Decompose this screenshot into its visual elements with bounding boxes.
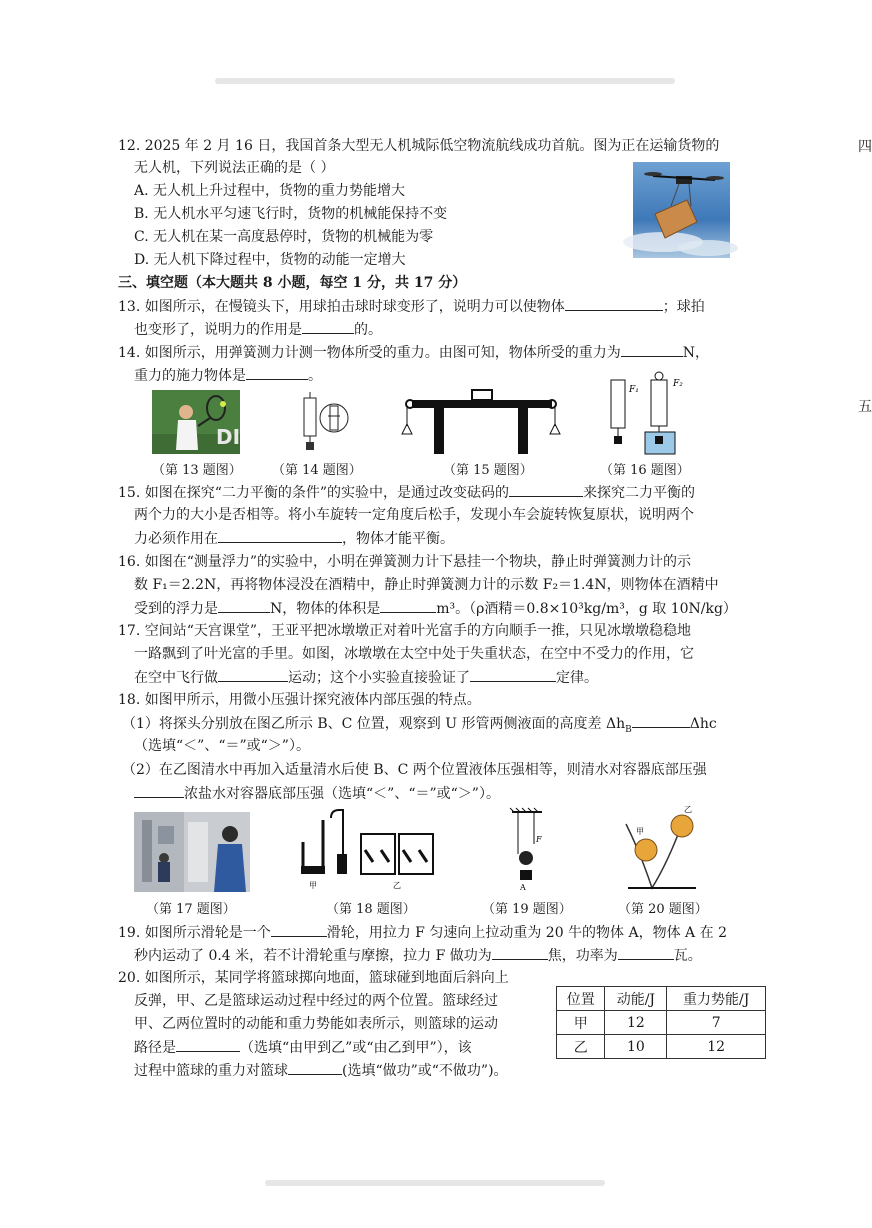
q12-line2: 无人机，下列说法正确的是（ ） (134, 160, 335, 176)
q19-text-b: 滑轮，用拉力 F 匀速向上拉动重为 20 牛的物体 A，物体 A 在 2 (326, 925, 727, 941)
q17-text-c: 定律。 (556, 670, 598, 686)
q19-line2 (134, 945, 702, 966)
q16-line1: 16. 如图在“测量浮力”的实验中，小明在弹簧测力计下悬挂一个物块，静止时弹簧测力计的示 (118, 554, 692, 570)
q14-line1 (118, 342, 709, 363)
q16-line2: 数 F₁＝2.2N，再将物体浸没在酒精中，静止时弹簧测力计的示数 F₂＝1.4N，则物体在酒精中 (134, 577, 719, 593)
caption-18: （第 18 题图） (326, 902, 416, 917)
q20-text-b: （选填“由甲到乙”或“由乙到甲”），该 (240, 1040, 472, 1056)
table-cell: 12 (667, 1035, 766, 1059)
q19-text-c: 秒内运动了 0.4 米，若不计滑轮重与摩擦，拉力 F 做功为 (134, 948, 492, 964)
caption-13: （第 13 题图） (152, 463, 242, 478)
table-cell: 甲 (557, 1011, 605, 1035)
q13-text-b: ；球拍 (662, 299, 705, 315)
q20-blank-1[interactable] (176, 1037, 240, 1052)
q18-blank-1[interactable] (632, 713, 690, 728)
q17-blank-2[interactable] (470, 667, 556, 682)
q20-line4 (134, 1037, 472, 1058)
q15-blank-1[interactable] (509, 482, 583, 497)
q18-text-a: （1）将探头分别放在图乙所示 B、C 位置，观察到 U 形管两侧液面的高度差 Δh (122, 716, 626, 732)
q16-blank-2[interactable] (380, 598, 436, 613)
table-cell: 10 (605, 1035, 667, 1059)
q17-text-a: 在空中飞行做 (134, 670, 218, 686)
q17-line1: 17. 空间站“天宫课堂”，王亚平把冰墩墩正对着叶光富手的方向顺手一推，只见冰墩墩稳稳地 (118, 623, 692, 639)
q12-option-d: D. 无人机下降过程中，货物的动能一定增大 (134, 252, 406, 268)
q14-text-a: 14. 如图所示，用弹簧测力计测一物体所受的重力。由图可知，物体所受的重力为 (118, 345, 621, 361)
q13-blank-1[interactable] (565, 296, 663, 311)
q19-text-d: 焦，功率为 (547, 948, 618, 964)
q16-blank-1[interactable] (218, 598, 270, 613)
table-row (557, 1035, 766, 1059)
q14-text-d: 。 (308, 368, 322, 384)
q17-blank-1[interactable] (218, 667, 288, 682)
q14-text-c: 重力的施力物体是 (134, 368, 246, 384)
caption-16: （第 16 题图） (600, 463, 690, 478)
q18-line4: （2）在乙图清水中再加入适量清水后使 B、C 两个位置液体压强相等，则清水对容器底部压强 (122, 762, 707, 778)
q20-blank-2[interactable] (288, 1060, 342, 1075)
q17-text-b: 运动；这个小实验直接验证了 (288, 670, 470, 686)
caption-14: （第 14 题图） (272, 463, 362, 478)
q13-text-a: 13. 如图所示，在慢镜头下，用球拍击球时球变形了，说明力可以使物体 (118, 299, 565, 315)
q13-blank-2[interactable] (302, 319, 354, 334)
fig19-label-f: F (536, 835, 542, 844)
q14-line2 (134, 365, 322, 386)
footer-smudge (265, 1180, 605, 1186)
q20-text-c: 过程中篮球的重力对篮球 (134, 1063, 288, 1079)
header-smudge (215, 78, 675, 84)
q20-line5 (134, 1060, 508, 1081)
q15-text-c: 力必须作用在 (134, 531, 218, 547)
pressure-gauge-figure (295, 810, 437, 892)
table-header: 动能/J (605, 987, 667, 1011)
q18-text-c: 浓盐水对容器底部压强（选填“＜”、“＝”或“＞”）。 (184, 786, 500, 802)
q15-text-a: 15. 如图在探究“二力平衡的条件”的实验中，是通过改变砝码的 (118, 485, 510, 501)
fig20-label-yi: 乙 (684, 805, 692, 814)
q17-line3 (134, 667, 598, 688)
q18-line1: 18. 如图甲所示，用微小压强计探究液体内部压强的特点。 (118, 692, 481, 708)
table-header: 重力势能/J (667, 987, 766, 1011)
fig18-label-yi: 乙 (393, 881, 401, 890)
q18-text-b: Δhc (689, 716, 717, 732)
q14-blank-1[interactable] (621, 342, 683, 357)
q20-line3: 甲、乙两位置时的动能和重力势能如表所示，则篮球的运动 (134, 1016, 498, 1032)
fig20-label-jia: 甲 (636, 827, 644, 836)
q20-line1: 20. 如图所示，某同学将篮球掷向地面，篮球碰到地面后斜向上 (118, 970, 509, 986)
q15-text-b: 来探究二力平衡的 (583, 485, 696, 501)
q20-text-d: (选填“做功”或“不做功”)。 (342, 1063, 508, 1079)
q16-text-a: 受到的浮力是 (134, 601, 218, 617)
table-cell: 7 (667, 1011, 766, 1035)
q18-blank-2[interactable] (134, 783, 184, 798)
q18-line5 (134, 783, 500, 804)
q19-blank-2[interactable] (492, 945, 548, 960)
q14-blank-2[interactable] (246, 365, 308, 380)
q15-line3 (134, 528, 454, 549)
q20-line2: 反弹，甲、乙是篮球运动过程中经过的两个位置。篮球经过 (134, 993, 498, 1009)
q19-text-e: 瓦。 (673, 948, 702, 964)
spring-scale-figure (298, 392, 350, 456)
q16-text-c: m³。（ρ酒精＝0.8×10³kg/m³，g 取 10N/kg） (436, 601, 737, 617)
q13-text-c: 也变形了，说明力的作用是 (134, 322, 302, 338)
q19-text-a: 19. 如图所示滑轮是一个 (118, 925, 271, 941)
q14-text-b: N， (682, 345, 709, 361)
space-station-photo (134, 812, 250, 892)
q13-line2 (134, 319, 382, 340)
edge-char-top: 四 (858, 139, 872, 155)
q12-option-b: B. 无人机水平匀速飞行时，货物的机械能保持不变 (134, 206, 448, 222)
q15-line1 (118, 482, 695, 503)
drone-photo (633, 162, 730, 258)
q16-text-b: N，物体的体积是 (270, 601, 381, 617)
q19-line1 (118, 922, 727, 943)
pulley-figure (508, 808, 546, 892)
tennis-photo (152, 390, 240, 454)
energy-table (556, 986, 766, 1059)
basketball-figure (622, 802, 702, 892)
q19-blank-1[interactable] (271, 922, 327, 937)
q15-text-d: ，物体才能平衡。 (342, 531, 454, 547)
q16-line3 (134, 598, 737, 619)
q18-sub-b: B (625, 724, 632, 735)
q12-option-a: A. 无人机上升过程中，货物的重力势能增大 (134, 183, 406, 199)
table-header-row (557, 987, 766, 1011)
q12-line1: 12. 2025 年 2 月 16 日，我国首条大型无人机城际低空物流航线成功首航。图为正在运输货物的 (118, 138, 720, 154)
q12-option-c: C. 无人机在某一高度悬停时，货物的机械能为零 (134, 229, 434, 245)
table-row (557, 1011, 766, 1035)
fig18-label-jia: 甲 (309, 881, 317, 890)
f2-label: F₂ (673, 379, 683, 389)
edge-char-mid: 五 (858, 399, 872, 415)
caption-15: （第 15 题图） (443, 463, 533, 478)
buoyancy-figure (605, 370, 687, 456)
q20-text-a: 路径是 (134, 1040, 176, 1056)
q17-line2: 一路飘到了叶光富的手里。如图，冰墩墩在太空中处于失重状态，在空中不受力的作用，它 (134, 646, 694, 662)
table-cell: 12 (605, 1011, 667, 1035)
caption-20: （第 20 题图） (618, 902, 708, 917)
two-force-balance-figure (400, 388, 562, 454)
q19-blank-3[interactable] (618, 945, 674, 960)
caption-17: （第 17 题图） (146, 902, 236, 917)
q13-line1 (118, 296, 705, 317)
svg-text:DI: DI (216, 425, 241, 449)
table-header: 位置 (557, 987, 605, 1011)
q15-blank-2[interactable] (218, 528, 342, 543)
q15-line2: 两个力的大小是否相等。将小车旋转一定角度后松手，发现小车会旋转恢复原状，说明两个 (134, 507, 694, 523)
fig19-label-a: A (520, 883, 526, 892)
f1-label: F₁ (629, 385, 639, 395)
section3-title: 三、填空题（本大题共 8 小题，每空 1 分，共 17 分） (118, 275, 467, 291)
q13-text-d: 的。 (354, 322, 382, 338)
table-cell: 乙 (557, 1035, 605, 1059)
caption-19: （第 19 题图） (482, 902, 572, 917)
q18-line3: （选填“＜”、“＝”或“＞”）。 (134, 738, 310, 754)
